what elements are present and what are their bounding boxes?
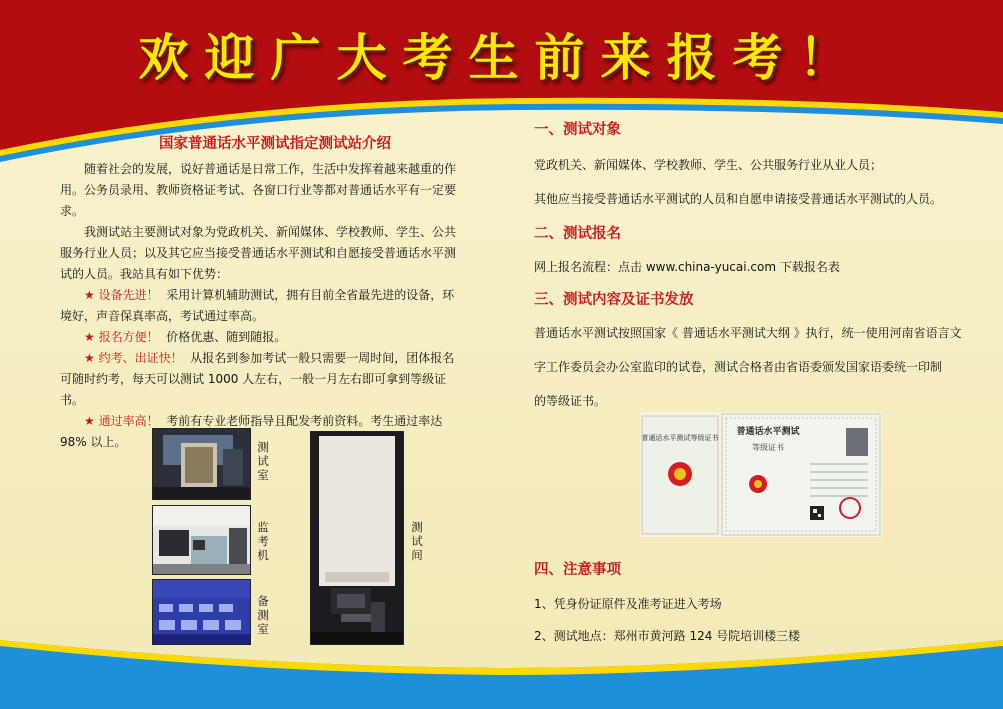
photo-label-waiting-room: 备测室 (257, 594, 269, 636)
advantage-text: 采用计算机辅助测试，拥有目前全省最先进的设备，环境好，声音保真率高，考试通过率高。 (60, 288, 455, 323)
certificate-photo (846, 428, 868, 456)
certificate-cover-title: 普通话水平测试等级证书 (641, 434, 719, 442)
content-line-2: 字工作委员会办公室监印的试卷，测试合格者由省语委颁发国家语委统一印制 (534, 360, 943, 374)
advantage-text: 价格优惠、随到随报。 (166, 330, 287, 344)
notes-line-2: 2、测试地点：郑州市黄河路 124 号院培训楼三楼 (534, 629, 801, 643)
intro-section (60, 132, 460, 453)
advantage-text: 从报名到参加考试一般只需要一周时间，团体报名可随时约考，每天可以测试 1000 人左右，一般一月左右即可拿到等级证书。 (60, 351, 455, 407)
certificate-image (640, 412, 882, 537)
photo-label-monitor-station: 监考机 (257, 520, 269, 562)
photo-waiting-room (152, 579, 251, 645)
targets-line-2: 其他应当接受普通话水平测试的人员和自愿申请接受普通话水平测试的人员。 (534, 192, 943, 206)
headline: 欢迎广大考生前来报考！ (138, 28, 865, 87)
advantage-title: 设备先进！ (98, 288, 159, 302)
intro-title: 国家普通话水平测试指定测试站介绍 (159, 136, 391, 152)
advantage-3 (60, 348, 460, 411)
advantage-2 (60, 327, 460, 348)
photo-test-booth (310, 431, 404, 645)
section-title-targets: 一、测试对象 (534, 121, 621, 138)
star-icon: ★ (84, 414, 95, 428)
intro-paragraph-2: 我测试站主要测试对象为党政机关、新闻媒体、学校教师、学生、公共服务行业人员；以及其它应当接受普通话水平测试和自愿接受普通话水平测试的人员。我站具有如下优势： (60, 225, 457, 281)
certificate-subtitle: 等级证书 (752, 443, 784, 452)
section-title-content: 三、测试内容及证书发放 (534, 291, 694, 308)
advantage-1 (60, 285, 460, 327)
advantage-title: 约考、出证快！ (98, 351, 183, 365)
advantage-title: 报名方便！ (98, 330, 159, 344)
photo-monitor-station (152, 505, 251, 575)
section-title-registration: 二、测试报名 (534, 225, 621, 242)
registration-line-1: 网上报名流程：点击 www.china-yucai.com 下载报名表 (534, 260, 840, 274)
photo-test-room (152, 428, 251, 500)
section-title-notes: 四、注意事项 (534, 561, 621, 578)
targets-line-1: 党政机关、新闻媒体、学校教师、学生、公共服务行业从业人员； (534, 158, 883, 172)
content-line-3: 的等级证书。 (534, 394, 607, 408)
intro-paragraph-1: 随着社会的发展，说好普通话是日常工作，生活中发挥着越来越重的作用。公务员录用、教师资格证考试、各窗口行业等都对普通话水平有一定要求。 (60, 162, 457, 218)
content-line-1: 普通话水平测试按照国家《 普通话水平测试大纲 》执行，统一使用河南省语言文 (534, 326, 962, 340)
notes-line-1: 1、凭身份证原件及准考证进入考场 (534, 597, 722, 611)
photo-label-test-booth: 测试间 (411, 520, 423, 562)
advantage-title: 通过率高！ (98, 414, 159, 428)
star-icon: ★ (84, 288, 95, 302)
certificate-title: 普通话水平测试 (736, 427, 800, 437)
advantage-text: 考前有专业老师指导且配发考前资料。考生通过率达 98% 以上。 (60, 414, 443, 449)
star-icon: ★ (84, 330, 95, 344)
star-icon: ★ (84, 351, 95, 365)
photo-label-test-room: 测试室 (257, 440, 269, 482)
